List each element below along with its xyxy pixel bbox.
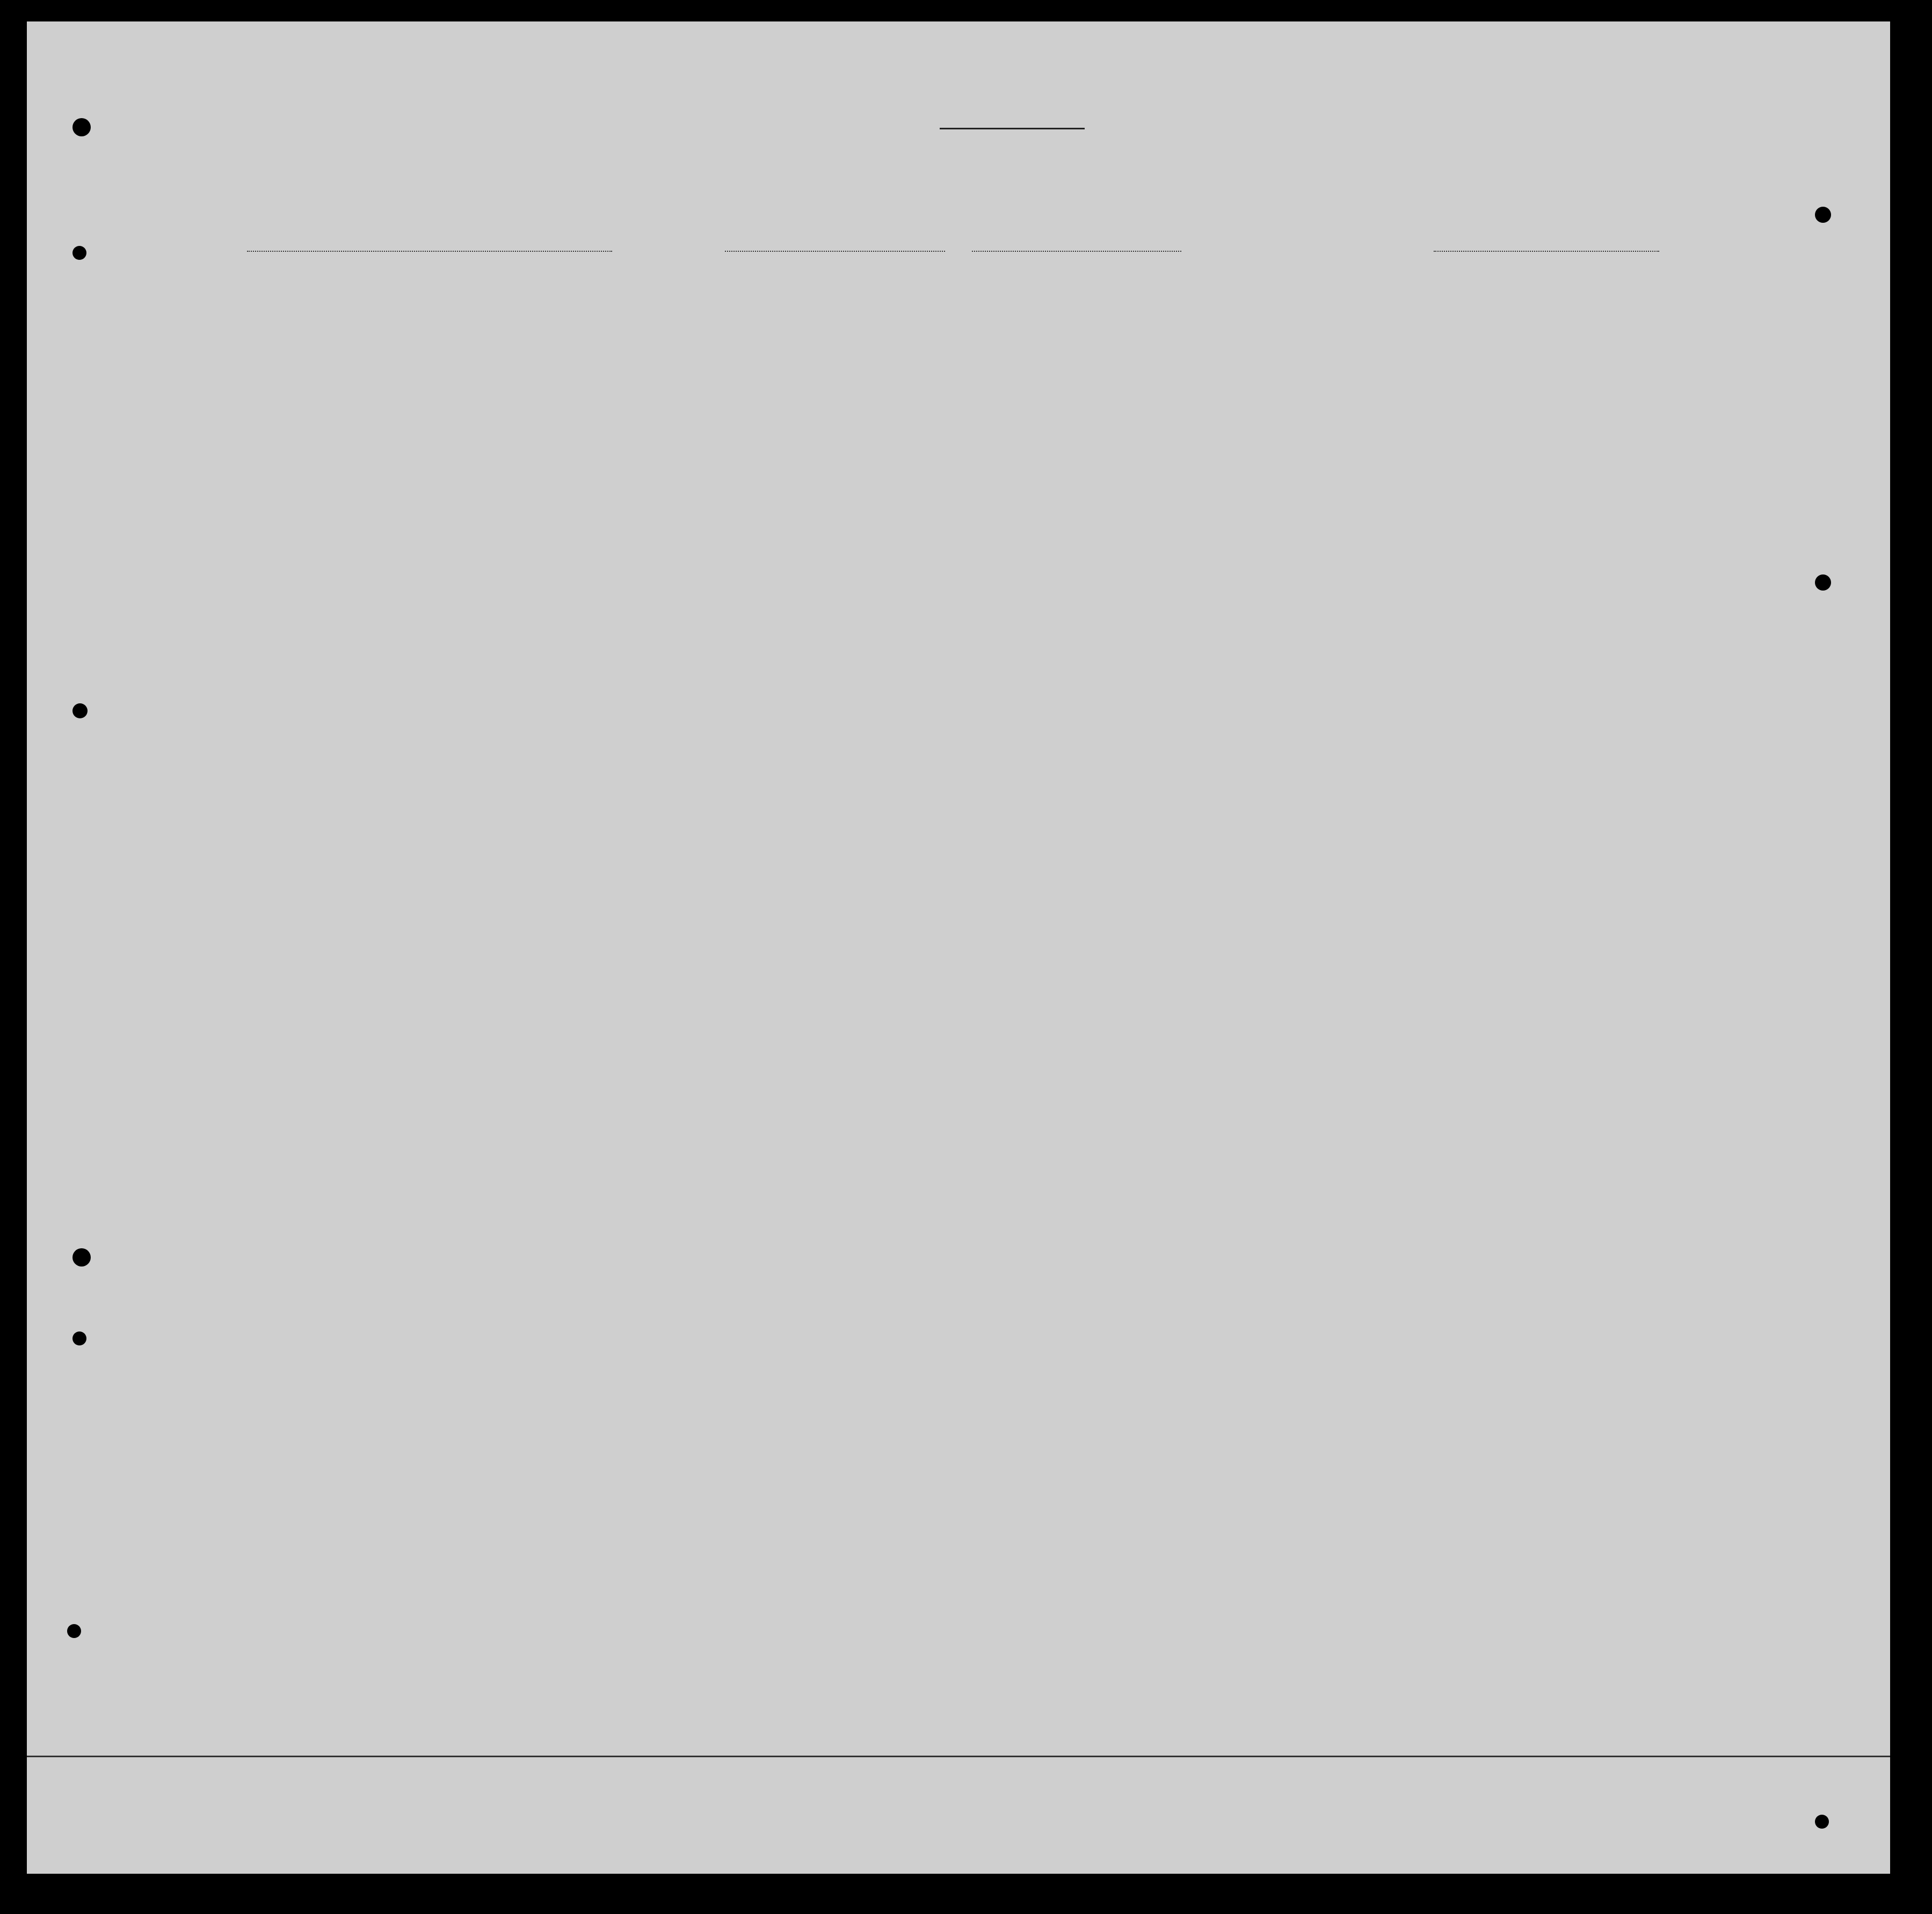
footer-rule (27, 1756, 1890, 1757)
crew-table (27, 21, 1890, 1874)
manifest-document (27, 21, 1890, 1874)
punch-hole (1815, 574, 1831, 591)
punch-hole (72, 1331, 86, 1345)
punch-hole (72, 703, 88, 718)
punch-hole (72, 246, 86, 260)
punch-hole (72, 1248, 91, 1267)
punch-hole (67, 1624, 81, 1638)
punch-hole (1815, 1815, 1829, 1829)
punch-hole (1815, 207, 1831, 223)
punch-hole (72, 118, 91, 136)
